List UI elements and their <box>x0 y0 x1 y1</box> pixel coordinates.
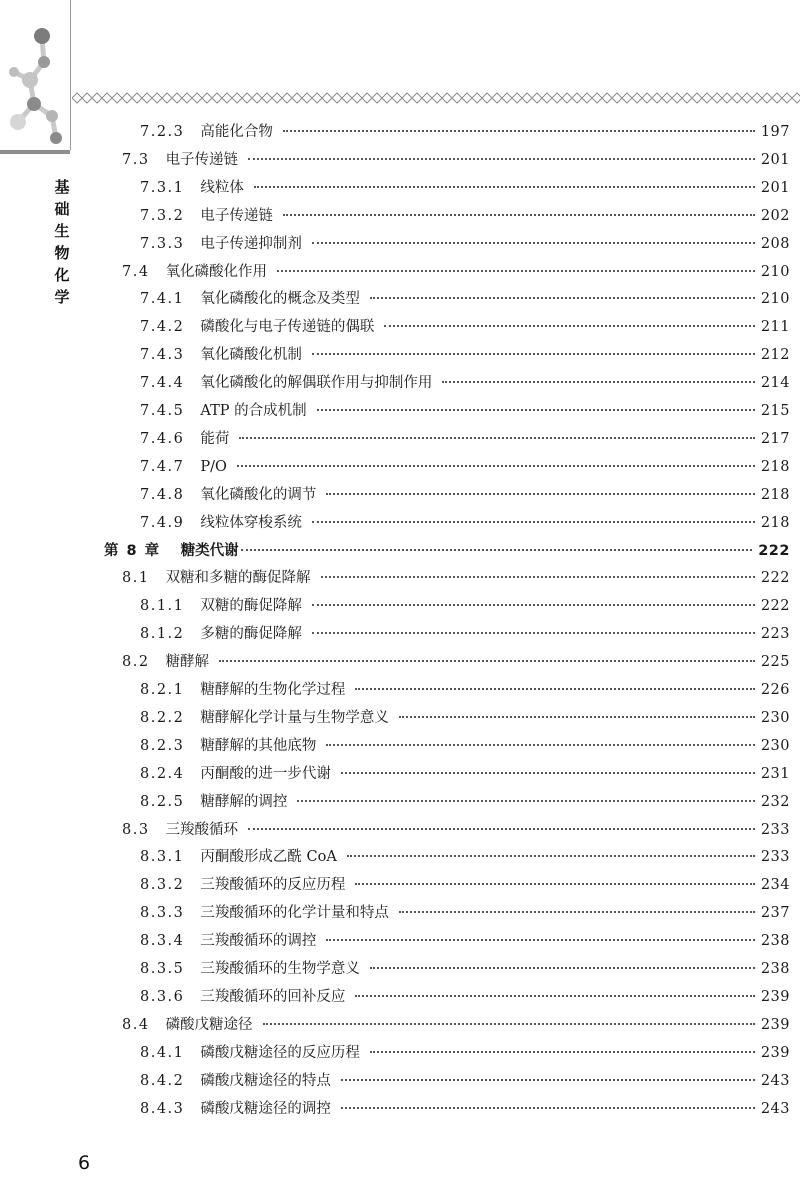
toc-entry-number: 8.3.5 <box>140 961 185 977</box>
toc-entry-number: 7.4.5 <box>140 403 185 419</box>
toc-entry-title: 氧化磷酸化作用 <box>165 263 268 280</box>
toc-entry-page: 225 <box>760 654 790 671</box>
toc-entry-title: 磷酸戊糖途径的特点 <box>200 1072 331 1089</box>
toc-entry-number: 7.4.8 <box>140 486 185 503</box>
toc-subsection-entry[interactable] <box>140 899 790 927</box>
book-title-char: 化 <box>54 266 70 284</box>
toc-subsection-entry[interactable] <box>140 313 790 341</box>
toc-entry-number: 7.4.1 <box>140 291 185 308</box>
toc-entry-page: 234 <box>760 877 790 894</box>
toc-subsection-entry[interactable] <box>140 341 790 369</box>
toc-entry-title: 丙酮酸的进一步代谢 <box>200 765 331 782</box>
toc-leader-dots <box>347 855 755 857</box>
toc-entry-title: 多糖的酶促降解 <box>200 626 302 643</box>
toc-entry-number: 7.4.9 <box>140 514 185 531</box>
toc-entry-page: 233 <box>760 849 790 866</box>
toc-entry-number: 7.3.1 <box>140 179 185 196</box>
toc-entry-page: 215 <box>760 403 790 419</box>
toc-entry-title: 三羧酸循环 <box>165 821 239 838</box>
toc-entry-title: 糖酵解的生物化学过程 <box>200 682 346 698</box>
toc-subsection-entry[interactable] <box>140 202 790 230</box>
toc-subsection-entry[interactable] <box>140 509 790 537</box>
toc-entry-page: 243 <box>760 1072 790 1089</box>
toc-leader-dots <box>312 242 755 244</box>
toc-entry-page: 201 <box>760 151 790 168</box>
toc-section-entry[interactable] <box>122 564 790 592</box>
toc-entry-page: 239 <box>760 1016 790 1033</box>
book-title-vertical <box>52 176 72 308</box>
toc-entry-page: 218 <box>760 458 790 475</box>
toc-leader-dots <box>239 437 754 439</box>
toc-entry-page: 226 <box>760 682 790 698</box>
toc-section-entry[interactable] <box>122 258 790 286</box>
toc-entry-title: P/O <box>200 458 227 475</box>
toc-entry-page: 239 <box>760 1044 790 1061</box>
toc-entry-page: 202 <box>760 207 790 224</box>
toc-subsection-entry[interactable] <box>140 285 790 313</box>
toc-entry-title: 氧化磷酸化的概念及类型 <box>200 291 360 308</box>
toc-entry-title: 糖类代谢 <box>180 542 239 559</box>
toc-leader-dots <box>297 800 754 802</box>
toc-leader-dots <box>317 409 755 411</box>
toc-leader-dots <box>341 772 755 774</box>
toc-entry-page: 201 <box>760 179 790 196</box>
toc-entry-title: 电子传递链 <box>165 151 239 168</box>
toc-entry-title: 丙酮酸形成乙酰 CoA <box>200 849 337 866</box>
toc-subsection-entry[interactable] <box>140 760 790 788</box>
toc-subsection-entry[interactable] <box>140 453 790 481</box>
toc-leader-dots <box>399 716 755 718</box>
toc-subsection-entry[interactable] <box>140 871 790 899</box>
toc-leader-dots <box>263 1023 755 1025</box>
toc-entry-number: 8.3.1 <box>140 849 185 866</box>
toc-entry-page: 223 <box>760 626 790 643</box>
toc-entry-number: 8.1.2 <box>140 626 185 643</box>
toc-subsection-entry[interactable] <box>140 676 790 704</box>
toc-entry-number: 7.4 <box>122 263 150 280</box>
toc-leader-dots <box>237 465 755 467</box>
toc-entry-number: 8.1 <box>122 570 150 587</box>
toc-leader-dots <box>277 270 755 272</box>
toc-entry-number: 7.4.4 <box>140 375 185 392</box>
toc-entry-number: 8.3.6 <box>140 988 185 1005</box>
page-number: 6 <box>78 1152 91 1174</box>
toc-leader-dots <box>241 549 753 551</box>
toc-entry-title: 糖酵解的调控 <box>200 793 288 810</box>
toc-entry-page: 230 <box>760 709 790 726</box>
toc-entry-page: 238 <box>760 961 790 977</box>
toc-subsection-entry[interactable] <box>140 592 790 620</box>
toc-entry-title: 三羧酸循环的反应历程 <box>200 877 346 894</box>
toc-entry-page: 212 <box>760 347 790 364</box>
toc-entry-page: 222 <box>760 570 790 587</box>
toc-leader-dots <box>248 158 755 160</box>
toc-entry-title: 氧化磷酸化的调节 <box>200 486 317 503</box>
toc-subsection-entry[interactable] <box>140 118 790 146</box>
toc-entry-number: 8.4 <box>122 1016 150 1033</box>
book-title-char: 学 <box>54 288 70 306</box>
toc-entry-title: 磷酸化与电子传递链的偶联 <box>200 319 375 336</box>
toc-leader-dots <box>355 883 754 885</box>
toc-entry-number: 8.1.1 <box>140 598 185 615</box>
toc-subsection-entry[interactable] <box>140 481 790 509</box>
toc-entry-title: 高能化合物 <box>200 124 273 140</box>
toc-leader-dots <box>312 521 755 523</box>
toc-entry-page: 233 <box>760 821 790 838</box>
toc-entry-number: 7.2.3 <box>140 124 185 140</box>
toc-subsection-entry[interactable] <box>140 1095 790 1123</box>
toc-subsection-entry[interactable] <box>140 788 790 816</box>
toc-entry-number: 8.3.2 <box>140 877 185 894</box>
toc-section-entry[interactable] <box>122 816 790 844</box>
toc-entry-number: 8.4.1 <box>140 1044 185 1061</box>
toc-leader-dots <box>312 632 755 634</box>
toc-entry-title: ATP 的合成机制 <box>200 403 307 419</box>
toc-entry-page: 197 <box>760 124 790 140</box>
toc-entry-number: 8.2.2 <box>140 709 185 726</box>
toc-leader-dots <box>283 130 755 132</box>
toc-section-entry[interactable] <box>122 1011 790 1039</box>
toc-entry-page: 210 <box>760 263 790 280</box>
toc-subsection-entry[interactable] <box>140 927 790 955</box>
toc-entry-title: 磷酸戊糖途径 <box>165 1016 253 1033</box>
toc-subsection-entry[interactable] <box>140 369 790 397</box>
toc-leader-dots <box>355 995 754 997</box>
toc-entry-number: 7.3 <box>122 151 150 168</box>
toc-entry-page: 222 <box>758 542 790 559</box>
molecule-decoration-icon <box>0 20 70 150</box>
toc-subsection-entry[interactable] <box>140 955 790 983</box>
toc-entry-title: 三羧酸循环的化学计量和特点 <box>200 905 389 922</box>
book-title-char: 基 <box>54 178 70 196</box>
toc-entry-number: 8.3.3 <box>140 905 185 922</box>
toc-leader-dots <box>370 297 755 299</box>
toc-entry-page: 222 <box>760 598 790 615</box>
toc-entry-number: 7.4.6 <box>140 430 185 447</box>
toc-entry-number: 8.4.3 <box>140 1100 185 1117</box>
book-title-char: 物 <box>54 244 70 262</box>
toc-subsection-entry[interactable] <box>140 397 790 425</box>
toc-subsection-entry[interactable] <box>140 230 790 258</box>
toc-leader-dots <box>355 688 754 690</box>
toc-subsection-entry[interactable] <box>140 1067 790 1095</box>
toc-subsection-entry[interactable] <box>140 983 790 1011</box>
toc-entry-number: 7.4.7 <box>140 458 185 475</box>
toc-leader-dots <box>326 493 754 495</box>
toc-entry-number: 8.3.4 <box>140 933 185 950</box>
toc-leader-dots <box>219 660 755 662</box>
toc-leader-dots <box>370 967 755 969</box>
toc-entry-number: 7.4.3 <box>140 347 185 364</box>
toc-leader-dots <box>399 911 755 913</box>
toc-leader-dots <box>283 214 755 216</box>
toc-leader-dots <box>442 381 754 383</box>
toc-subsection-entry[interactable] <box>140 704 790 732</box>
toc-entry-title: 氧化磷酸化的解偶联作用与抑制作用 <box>200 375 433 392</box>
toc-chapter-entry[interactable] <box>104 537 790 565</box>
toc-entry-page: 211 <box>760 319 790 336</box>
toc-entry-title: 能荷 <box>200 430 230 447</box>
toc-entry-title: 糖酵解的其他底物 <box>200 737 317 754</box>
toc-entry-number: 7.4.2 <box>140 319 185 336</box>
toc-entry-number: 7.3.3 <box>140 235 185 252</box>
toc-entry-number: 8.3 <box>122 821 150 838</box>
book-title-char: 生 <box>54 222 70 240</box>
toc-entry-title: 双糖的酶促降解 <box>200 598 302 615</box>
left-margin-bar-rule <box>0 150 70 154</box>
toc-entry-number: 8.2 <box>122 654 150 671</box>
toc-entry-page: 237 <box>760 905 790 922</box>
toc-entry-title: 电子传递链 <box>200 207 273 224</box>
toc-entry-page: 232 <box>760 793 790 810</box>
toc-subsection-entry[interactable] <box>140 843 790 871</box>
top-lattice-border <box>72 92 800 104</box>
toc-entry-page: 218 <box>760 514 790 531</box>
toc-entry-page: 210 <box>760 291 790 308</box>
toc-subsection-entry[interactable] <box>140 620 790 648</box>
toc-leader-dots <box>312 604 755 606</box>
toc-leader-dots <box>312 353 755 355</box>
toc-entry-title: 线粒体穿梭系统 <box>200 514 302 531</box>
toc-leader-dots <box>326 744 754 746</box>
toc-leader-dots <box>321 576 755 578</box>
toc-entry-title: 双糖和多糖的酶促降解 <box>165 570 311 587</box>
toc-entry-title: 电子传递抑制剂 <box>200 235 302 252</box>
toc-entry-title: 三羧酸循环的回补反应 <box>200 988 346 1005</box>
toc-section-entry[interactable] <box>122 146 790 174</box>
toc-subsection-entry[interactable] <box>140 174 790 202</box>
toc-subsection-entry[interactable] <box>140 732 790 760</box>
toc-entry-title: 糖酵解化学计量与生物学意义 <box>200 709 389 726</box>
toc-entry-number: 8.2.1 <box>140 682 185 698</box>
toc-leader-dots <box>248 828 755 830</box>
toc-entry-page: 230 <box>760 737 790 754</box>
toc-subsection-entry[interactable] <box>140 425 790 453</box>
toc-leader-dots <box>254 186 755 188</box>
toc-leader-dots <box>370 1051 755 1053</box>
toc-entry-page: 231 <box>760 765 790 782</box>
toc-entry-page: 243 <box>760 1100 790 1117</box>
toc-leader-dots <box>326 939 754 941</box>
toc-leader-dots <box>384 325 754 327</box>
toc-entry-page: 217 <box>760 430 790 447</box>
toc-leader-dots <box>341 1107 755 1109</box>
book-title-char: 础 <box>54 200 70 218</box>
toc-entry-number: 第 8 章 <box>104 542 161 559</box>
toc-entry-title: 氧化磷酸化机制 <box>200 347 302 364</box>
toc-entry-page: 218 <box>760 486 790 503</box>
toc-entry-title: 线粒体 <box>200 179 244 196</box>
toc-entry-number: 8.2.3 <box>140 737 185 754</box>
toc-subsection-entry[interactable] <box>140 1039 790 1067</box>
toc-entry-title: 磷酸戊糖途径的反应历程 <box>200 1044 360 1061</box>
toc-entry-title: 糖酵解 <box>165 654 210 671</box>
toc-entry-page: 239 <box>760 988 790 1005</box>
toc-section-entry[interactable] <box>122 648 790 676</box>
toc-entry-title: 三羧酸循环的调控 <box>200 933 317 950</box>
toc-entry-number: 8.4.2 <box>140 1072 185 1089</box>
toc-entry-page: 238 <box>760 933 790 950</box>
toc-entry-number: 8.2.5 <box>140 793 185 810</box>
toc-leader-dots <box>341 1079 755 1081</box>
toc-entry-number: 8.2.4 <box>140 765 185 782</box>
toc-entry-page: 208 <box>760 235 790 252</box>
toc-entry-number: 7.3.2 <box>140 207 185 224</box>
toc-entry-page: 214 <box>760 375 790 392</box>
toc-entry-title: 磷酸戊糖途径的调控 <box>200 1100 331 1117</box>
toc-entry-title: 三羧酸循环的生物学意义 <box>200 961 360 977</box>
